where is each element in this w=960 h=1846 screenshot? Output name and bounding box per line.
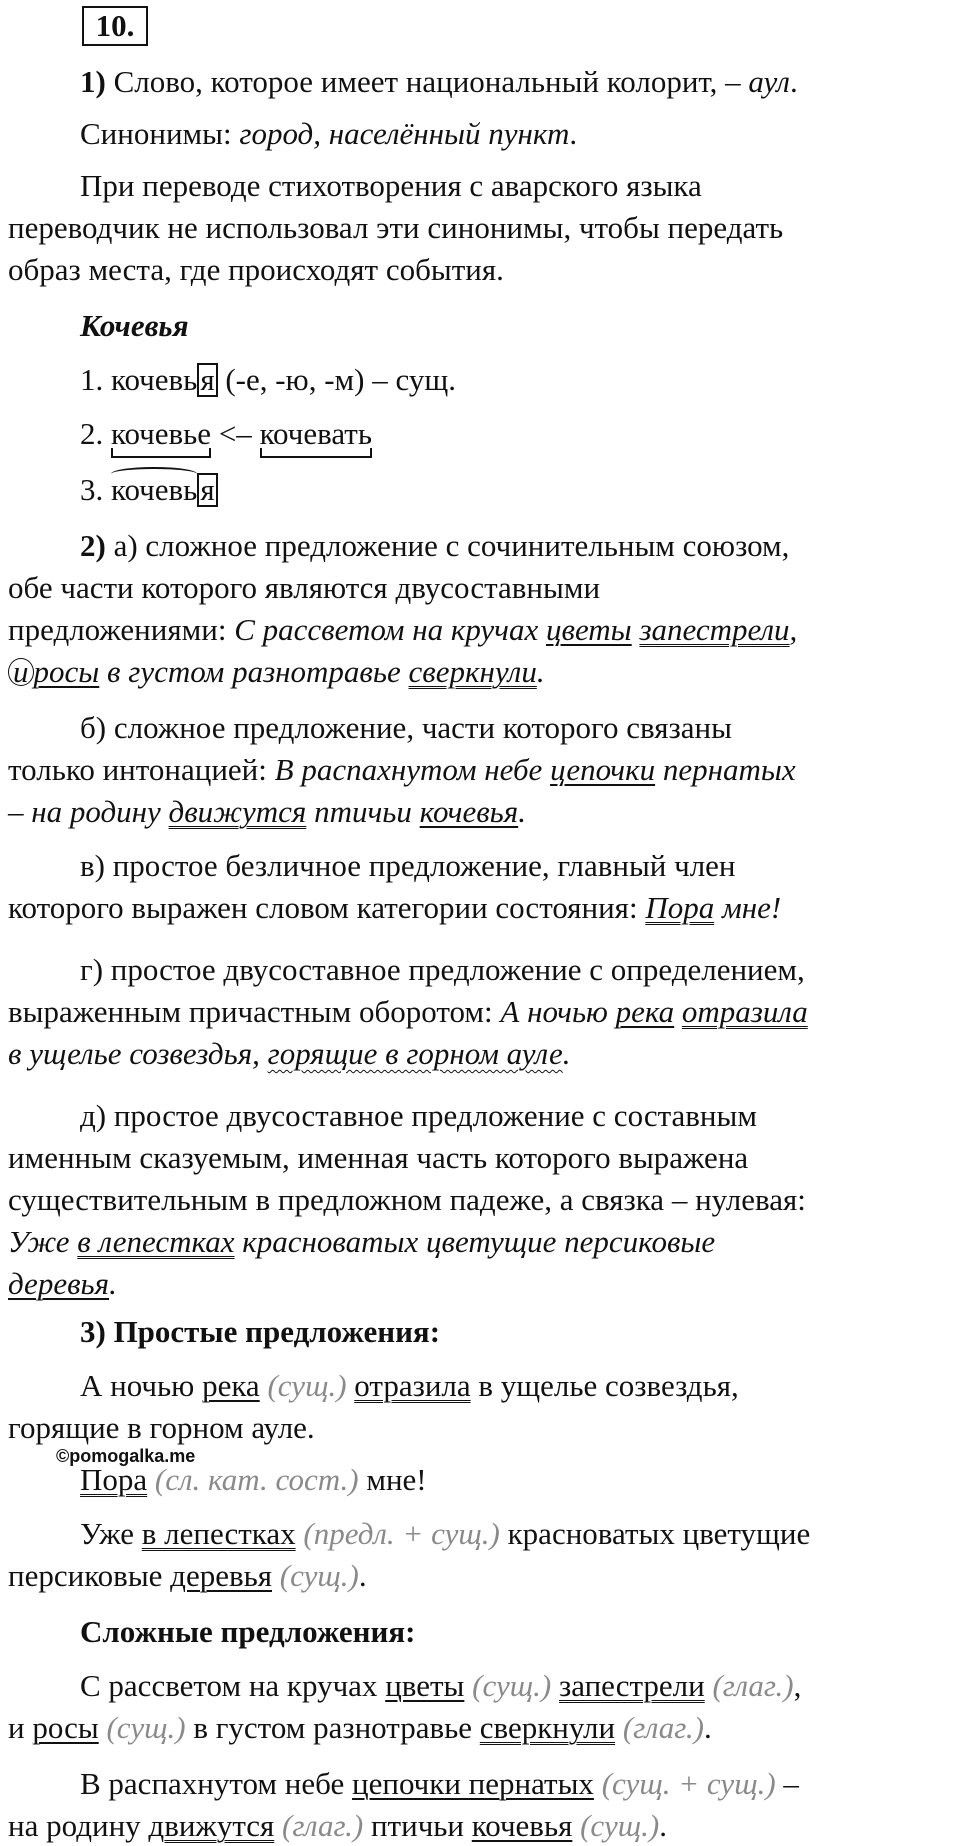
- complex-c1-line2: [8, 1708, 712, 1748]
- example-punct: .: [518, 794, 526, 829]
- simple-s1-line1: [80, 1366, 739, 1406]
- subject: цепочки пернатых: [352, 1766, 594, 1801]
- part2d-line3: существительным в предложном падеже, а связка – нулевая:: [8, 1182, 806, 1217]
- pos-label: (глаг.): [712, 1668, 794, 1703]
- part2a-line4: [8, 652, 545, 692]
- derivation-arrow: <–: [211, 416, 260, 451]
- watermark: ©pomogalka.me: [56, 1446, 196, 1466]
- subject: цепочки: [550, 752, 656, 787]
- example-text: красноватых цветущие персиковые: [234, 1224, 716, 1259]
- sentence-text: С рассветом на кручах: [80, 1668, 386, 1703]
- predicate: сверкнули: [408, 654, 537, 689]
- part2d-line4: [8, 1222, 715, 1262]
- simple-header-text: 3) Простые предложения:: [80, 1314, 441, 1349]
- subject: цветы: [545, 612, 632, 647]
- part2a-line1: [80, 526, 789, 566]
- morph-line-1: [80, 360, 456, 400]
- subject: кочевья: [471, 1808, 573, 1843]
- simple-s3-line2: [8, 1556, 367, 1596]
- sentence-text: .: [358, 1558, 367, 1593]
- part2b-line1: б) сложное предложение, части которого связаны: [80, 710, 732, 745]
- main-member: Пора: [80, 1462, 148, 1497]
- example-text: мне!: [714, 890, 782, 925]
- sentence-text: .: [704, 1710, 712, 1745]
- simple-s3-line1: [80, 1514, 810, 1554]
- part2b-text: только интонацией:: [8, 752, 275, 787]
- subject: деревья: [170, 1558, 272, 1593]
- complex-c1-line1: [80, 1666, 801, 1706]
- part2a-line3: [8, 610, 797, 650]
- part2a-text: предложениями:: [8, 612, 235, 647]
- sentence-text: в густом разнотравье: [185, 1710, 480, 1745]
- part1-line1: [80, 62, 798, 102]
- part2v-line1: в) простое безличное предложение, главный член: [80, 848, 736, 883]
- subject: река: [202, 1368, 260, 1403]
- predicate: запестрели: [558, 1668, 705, 1703]
- translation-para-line: переводчик не использовал эти синонимы, чтобы передать: [8, 210, 784, 245]
- morph-forms: (-е, -ю, -м) – сущ.: [217, 362, 456, 397]
- synonyms-label: Синонимы:: [80, 116, 240, 151]
- example-punct: .: [562, 1036, 571, 1071]
- morph-line-3: [80, 470, 218, 510]
- morph-stem: 1. кочевь: [80, 362, 198, 397]
- predicate: отразила: [354, 1368, 471, 1403]
- pos-label: (сущ.): [472, 1668, 552, 1703]
- part2b-line2: [8, 750, 796, 790]
- sentence-text: красноватых цветущие: [499, 1516, 811, 1551]
- ending-box: я: [197, 473, 217, 507]
- morph-num: 3.: [80, 472, 111, 507]
- translation-para-line: При переводе стихотворения с аварского языка: [80, 168, 702, 203]
- morph-num: 2.: [80, 416, 111, 451]
- part2d-line2: именным сказуемым, именная часть которого выражена: [8, 1140, 749, 1175]
- part2b-line3: [8, 792, 526, 832]
- root-arc: кочевь: [111, 470, 197, 510]
- word-analysis-title: [80, 306, 189, 346]
- derived-word: кочевье: [111, 414, 211, 454]
- example-text: пернатых: [655, 752, 796, 787]
- pos-label: (сущ.): [279, 1558, 359, 1593]
- exercise-number: 10.: [82, 6, 148, 46]
- sentence-text: на родину: [8, 1808, 149, 1843]
- example-text: В распахнутом небе: [274, 752, 551, 787]
- simple-sentences-header: [80, 1312, 440, 1352]
- national-word: аул: [748, 64, 790, 99]
- complex-c2-line2: [8, 1806, 667, 1846]
- subject: река: [615, 994, 675, 1029]
- pos-label: (сущ.): [267, 1368, 347, 1403]
- subject: деревья: [8, 1266, 110, 1301]
- example-punct: .: [109, 1266, 117, 1301]
- example-punct: .: [536, 654, 545, 689]
- example-text: – на родину: [8, 794, 169, 829]
- predicate: в лепестках: [141, 1516, 296, 1551]
- predicate: движутся: [148, 1808, 275, 1843]
- sentence-text: .: [659, 1808, 667, 1843]
- example-text: в густом разнотравье: [99, 654, 409, 689]
- predicate: запестрели: [639, 612, 790, 647]
- example-text: птичьи: [306, 794, 420, 829]
- sentence-text: в ущелье созвездья,: [470, 1368, 739, 1403]
- simple-s2: [80, 1460, 427, 1500]
- part2g-text: выраженным причастным оборотом:: [8, 994, 501, 1029]
- sentence-text: А ночью: [80, 1368, 203, 1403]
- pos-label: (сл. кат. сост.): [154, 1462, 359, 1497]
- ending-box: я: [197, 363, 217, 397]
- subject: кочевья: [419, 794, 519, 829]
- pos-label: (глаг.): [622, 1710, 704, 1745]
- pos-label: (сущ.): [580, 1808, 660, 1843]
- part1-end: .: [789, 64, 798, 99]
- part2g-line1: г) простое двусоставное предложение с определением,: [80, 952, 805, 987]
- part2g-line3: [8, 1034, 570, 1074]
- sentence-text: В распахнутом небе: [80, 1766, 353, 1801]
- complex-c2-line1: [80, 1764, 799, 1804]
- sentence-text: персиковые: [8, 1558, 171, 1593]
- predicate: отразила: [681, 994, 808, 1029]
- complex-header-text: Сложные предложения:: [80, 1614, 416, 1649]
- predicate: движутся: [168, 794, 307, 829]
- conjunction-circled: и: [8, 658, 34, 686]
- part2d-line5: [8, 1264, 117, 1304]
- subject: росы: [32, 1710, 99, 1745]
- translation-para-line: образ места, где происходят события.: [8, 252, 504, 287]
- part2a-line2: обе части которого являются двусоставными: [8, 570, 601, 605]
- part2d-line1: д) простое двусоставное предложение с составным: [80, 1098, 757, 1133]
- participial-phrase: горящие в горном ауле: [267, 1036, 563, 1071]
- pos-label: (глаг.): [282, 1808, 364, 1843]
- sentence-text: птичьи: [363, 1808, 472, 1843]
- example-text: в ущелье созвездья,: [8, 1036, 268, 1071]
- simple-s1-line2: горящие в горном ауле.: [8, 1410, 315, 1445]
- part1-text: Слово, которое имеет национальный колорит, –: [105, 64, 749, 99]
- part2v-text: которого выражен словом категории состояния:: [8, 890, 646, 925]
- sentence-text: и: [8, 1710, 33, 1745]
- part1-marker: 1): [80, 64, 106, 99]
- predicate: сверкнули: [479, 1710, 616, 1745]
- example-text: А ночью: [500, 994, 616, 1029]
- main-member: Пора: [645, 890, 715, 925]
- part2v-line2: [8, 888, 781, 928]
- pos-label: (предл. + сущ.): [303, 1516, 500, 1551]
- part2g-line2: [8, 992, 808, 1032]
- complex-sentences-header: [80, 1612, 415, 1652]
- morph-line-2: [80, 414, 372, 454]
- synonyms: город, населённый пункт: [239, 116, 570, 151]
- example-text: Уже: [8, 1224, 78, 1259]
- sentence-text: –: [775, 1766, 799, 1801]
- pos-label: (сущ.): [106, 1710, 186, 1745]
- predicate: в лепестках: [77, 1224, 235, 1259]
- pos-label: (сущ. + сущ.): [601, 1766, 776, 1801]
- part2-marker: 2): [80, 528, 106, 563]
- synonyms-line: [80, 114, 577, 154]
- sentence-text: Уже: [80, 1516, 142, 1551]
- word-analysis-title-text: Кочевья: [80, 308, 189, 343]
- sentence-text: ,: [793, 1668, 802, 1703]
- example-text: С рассветом на кручах: [234, 612, 546, 647]
- sentence-text: мне!: [358, 1462, 427, 1497]
- base-word: кочевать: [260, 414, 372, 454]
- subject: росы: [33, 654, 100, 689]
- part2a-text: а) сложное предложение с сочинительным союзом,: [105, 528, 790, 563]
- example-punct: ,: [789, 612, 798, 647]
- synonyms-end: .: [569, 116, 578, 151]
- subject: цветы: [385, 1668, 465, 1703]
